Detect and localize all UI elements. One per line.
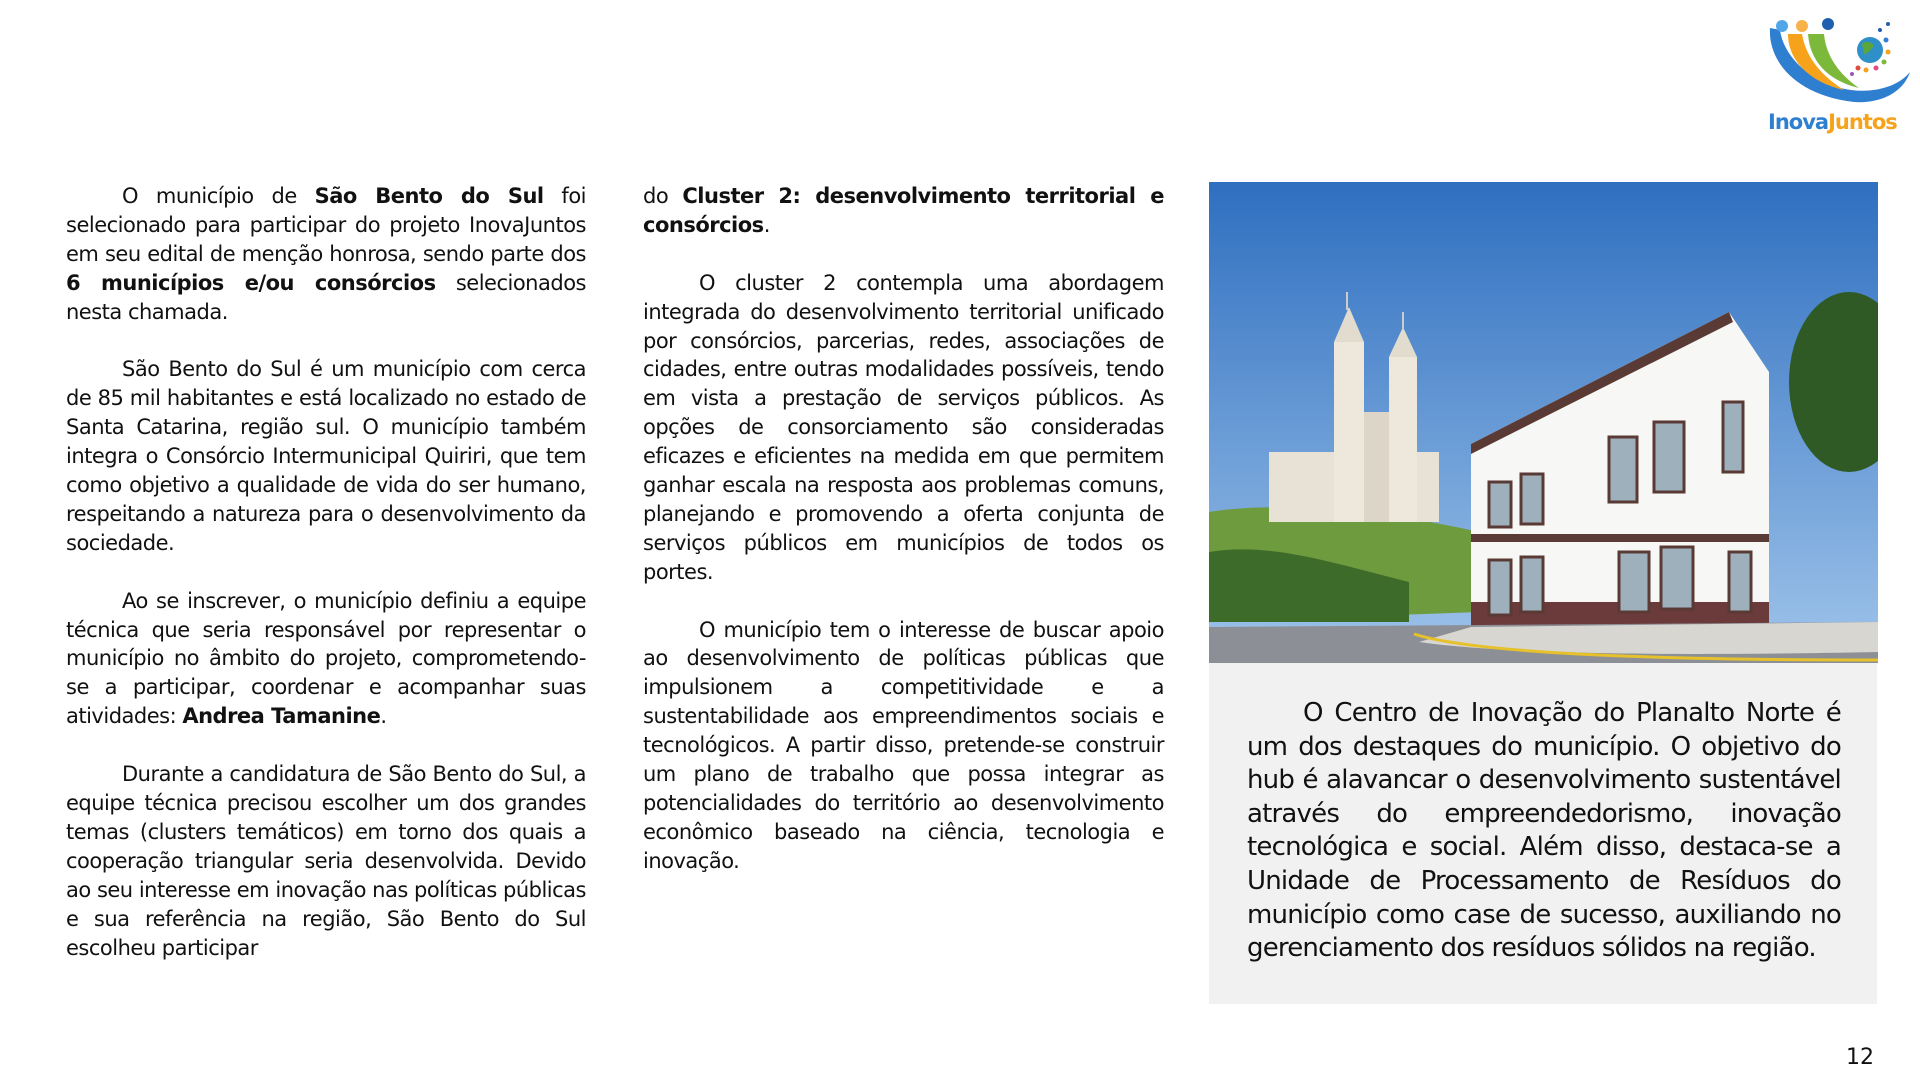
- bold-selection-count: 6 municípios e/ou consórcios: [66, 270, 436, 295]
- city-hall-photo: [1209, 182, 1878, 663]
- text-span: selecionados nesta chamada.: [66, 270, 586, 324]
- logo-text-juntos: Juntos: [1828, 110, 1897, 134]
- inovajuntos-logo: [1764, 10, 1914, 135]
- highlight-box: [1209, 663, 1877, 1004]
- paragraph-municipality-profile: São Bento do Sul é um município com cerca de 85 mil habitantes e está localizado no estado de Santa Catarina, região sul. O município também integra o Consórcio Intermunicipal Quiriri, que tem como objetivo a qualidade de vida do ser humano, respeitando a natureza para o desenvolvimento da sociedade.: [66, 357, 586, 555]
- text-span: O município de: [122, 184, 315, 208]
- paragraph-cluster-description: O cluster 2 contempla uma abordagem integrada do desenvolvimento territorial unificado por consórcios, parcerias, redes, associações de cidades, entre outras modalidades possíveis, tendo em vista a prestação de serviços públicos. As opções de consorciamento são consideradas eficazes e eficientes na medida em que permitem ganhar escala na resposta aos problemas comuns, planejando e promovendo a oferta conjunta de serviços públicos em municípios de todos os portes.: [643, 270, 1164, 584]
- page-number: 12: [1846, 1045, 1874, 1070]
- paragraph-technical-team: [66, 587, 586, 732]
- text-span: Ao se inscrever, o município definiu a equipe técnica que seria responsável por representar o município no âmbito do projeto, comprometendo-se a participar, coordenar e acompanhar suas atividades:: [66, 588, 586, 729]
- text-column-middle: [643, 182, 1164, 905]
- text-span: do: [643, 184, 683, 208]
- bold-municipality-name: São Bento do Sul: [314, 184, 544, 208]
- highlight-caption: O Centro de Inovação do Planalto Norte é um dos destaques do município. O objetivo do hub é alavancar o desenvolvimento sustentável através do empreendedorismo, inovação tecnológica e social. Além disso, destaca-se a Unidade de Processamento de Resíduos do município como case de sucesso, auxiliando no gerenciamento dos resíduos sólidos na região.: [1247, 698, 1841, 964]
- bold-cluster-name: Cluster 2: desenvolvimento territorial e consórcios: [643, 184, 1164, 237]
- paragraph-cluster-choice: [643, 182, 1164, 240]
- text-span: .: [763, 212, 770, 237]
- photo-illustration: [1209, 182, 1878, 663]
- bold-team-member: Andrea Tamanine: [182, 704, 381, 729]
- paragraph-intro: [66, 182, 586, 327]
- text-column-left: [66, 182, 586, 991]
- paragraph-municipality-interest: O município tem o interesse de buscar apoio ao desenvolvimento de políticas públicas que impulsionem a competitividade e a sustentabilidade aos empreendimentos sociais e tecnológicos. A partir disso, pretende-se construir um plano de trabalho que possa integrar as potencialidades do território ao desenvolvimento econômico baseado na ciência, tecnologia e inovação.: [643, 617, 1164, 873]
- paragraph-candidacy: Durante a candidatura de São Bento do Sul, a equipe técnica precisou escolher um dos grandes temas (clusters temáticos) em torno dos quais a cooperação triangular seria desenvolvida. Devido ao seu interesse em inovação nas políticas públicas e sua referência na região, São Bento do Sul escolheu participar: [66, 762, 586, 960]
- text-span: .: [380, 704, 387, 729]
- logo-text-inova: Inova: [1768, 110, 1829, 134]
- text-span: foi selecionado para participar do projeto InovaJuntos em seu edital de menção honrosa, sendo parte dos: [66, 184, 586, 266]
